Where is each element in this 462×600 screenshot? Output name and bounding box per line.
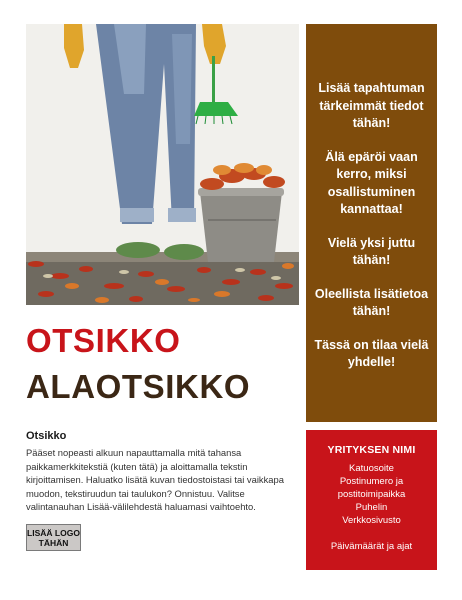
phone: Puhelin (355, 502, 388, 513)
website: Verkkosivusto (342, 515, 401, 526)
dates-and-times: Päivämäärät ja ajat (330, 541, 413, 552)
section-heading: Otsikko (26, 430, 67, 442)
company-name: YRITYKSEN NIMI (327, 444, 416, 456)
add-logo-button[interactable]: LISÄÄ LOGO TÄHÄN (26, 524, 81, 551)
street-address: Katuosoite (349, 463, 394, 474)
body-text: Pääset nopeasti alkuun napauttamalla mitä tahansa paikkamerkkitekstiä (kuten tätä) ja aloittamalla tekstin kirjoittamisen. Haluatko lisätä kuvan tiedostoistasi tai vaikkapa muodon, tekstiruudun tai taulukon? Onnistuu. Valitse valintanauhan Lisää-välilehdestä haluamasi vaihtoehto. (26, 447, 284, 512)
hero-photo (26, 24, 299, 305)
highlight-item: Älä epäröi vaan kerro, miksi osallistuminen kannattaa! (325, 149, 418, 216)
page-title: OTSIKKO (26, 322, 181, 359)
highlight-item: Tässä on tilaa vielä yhdelle! (314, 337, 429, 369)
event-highlights-panel (306, 24, 437, 422)
highlight-item: Oleellista lisätietoa tähän! (314, 286, 429, 318)
highlight-item: Lisää tapahtuman tärkeimmät tiedot tähän! (318, 81, 425, 130)
postal-address: Postinumero ja postitoimipaikka (337, 476, 406, 500)
highlight-item: Vielä yksi juttu tähän! (327, 235, 416, 267)
contact-panel (306, 430, 437, 570)
page-subtitle: ALAOTSIKKO (26, 368, 251, 405)
